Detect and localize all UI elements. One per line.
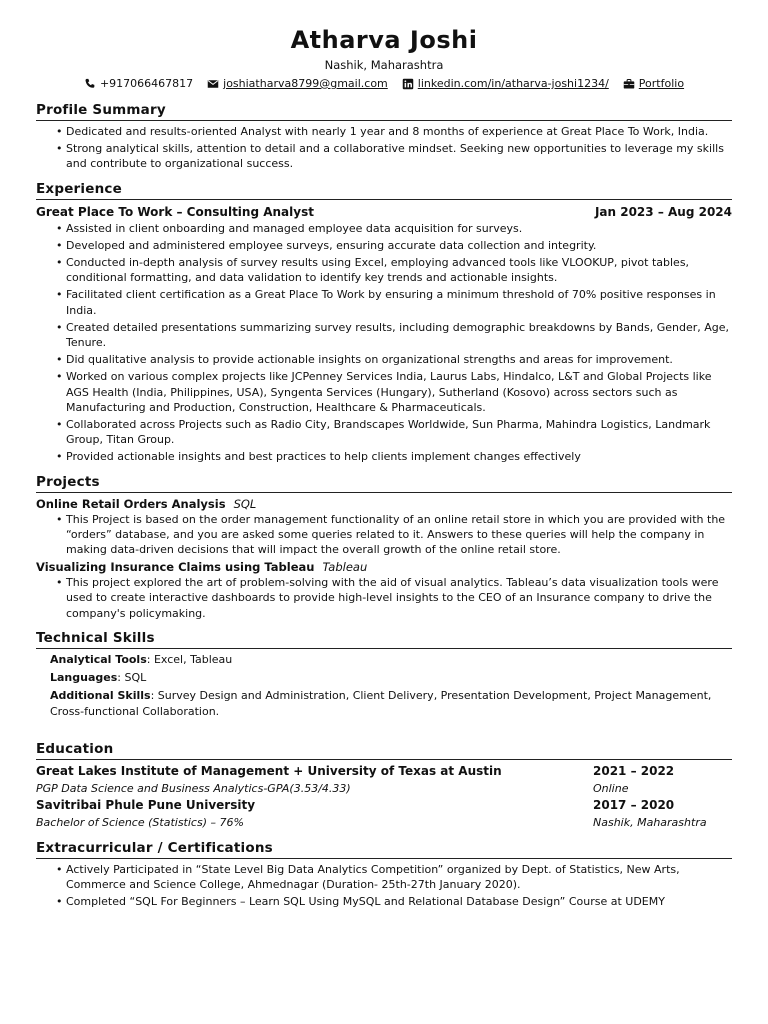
linkedin-link[interactable]: linkedin.com/in/atharva-joshi1234/ [417, 77, 609, 90]
phone-contact [84, 76, 193, 92]
phone-icon [84, 78, 96, 90]
profile-summary-section [36, 101, 732, 172]
experience-list [36, 221, 732, 465]
candidate-name: Atharva Joshi [290, 26, 478, 54]
job-title: Great Place To Work – Consulting Analyst [36, 204, 314, 219]
skill-label: Additional Skills [50, 688, 151, 702]
profile-summary-heading: Profile Summary [36, 101, 732, 121]
list-item: • This project explored the art of problem-solving with the aid of visual analytics. Tableau’s data visualization tools were used to create interactive dashboards to provide high-level insights to the CEO of an Insurance company to drive the company's policymaking. [52, 575, 732, 621]
list-item: • Collaborated across Projects such as Radio City, Brandscapes Worldwide, Sun Pharma, Mahindra Logistics, Landmark Group, Titan Group. [52, 417, 732, 447]
extracurricular-list [36, 862, 732, 910]
list-item: • Strong analytical skills, attention to detail and a collaborative mindset. Seeking new opportunities to leverage my skills and contribute to organizational success. [52, 141, 732, 171]
extracurricular-heading: Extracurricular / Certifications [36, 839, 732, 859]
project-list [36, 512, 732, 558]
portfolio-contact[interactable] [623, 76, 684, 92]
list-item: • Completed “SQL For Beginners – Learn SQL Using MySQL and Relational Database Design” Course at UDEMY [52, 894, 732, 909]
education-place: Nashik, Maharashtra [593, 815, 707, 829]
skill-label: Analytical Tools [50, 652, 147, 666]
degree-name: Bachelor of Science (Statistics) – 76% [36, 815, 244, 829]
list-item: • Facilitated client certification as a Great Place To Work by ensuring a minimum threshold of 70% positive responses in India. [52, 287, 732, 317]
list-item: • Provided actionable insights and best practices to help clients implement changes effectively [52, 449, 732, 464]
profile-summary-list [36, 124, 732, 172]
envelope-icon [207, 78, 219, 90]
education-entry [36, 763, 732, 780]
school-name: Savitribai Phule Pune University [36, 797, 256, 812]
education-years: 2017 – 2020 [593, 797, 675, 812]
education-detail [36, 814, 732, 831]
contact-bar [36, 76, 732, 92]
project-name: Visualizing Insurance Claims using Tableau [36, 560, 315, 575]
technical-skills-heading: Technical Skills [36, 629, 732, 649]
education-section [36, 740, 732, 831]
skill-value: : Excel, Tableau [146, 652, 233, 666]
education-place: Online [593, 781, 629, 795]
phone-number: +917066467817 [99, 77, 194, 90]
email-link[interactable]: joshiatharva8799@gmail.com [223, 77, 388, 90]
list-item: • Developed and administered employee surveys, ensuring accurate data collection and integrity. [52, 238, 732, 253]
project-title [36, 496, 732, 512]
candidate-location: Nashik, Maharashtra [324, 58, 444, 72]
education-years: 2021 – 2022 [593, 763, 675, 778]
projects-heading: Projects [36, 473, 732, 493]
skill-row [50, 688, 732, 720]
list-item: • Worked on various complex projects like JCPenney Services India, Laurus Labs, Hindalco, L&T and Global Projects like AGS Health (India, Philippines, USA), Syngenta Services (Hungary), Sutherland (Kosovo) across sectors such as Manufacturing and Production, Construction, Healthcare & Pharmaceuticals. [52, 369, 732, 415]
experience-heading: Experience [36, 180, 732, 200]
projects-section [36, 473, 732, 621]
education-heading: Education [36, 740, 732, 760]
list-item: • Assisted in client onboarding and managed employee data acquisition for surveys. [52, 221, 732, 236]
email-contact[interactable] [207, 76, 388, 92]
project-tool: SQL [233, 496, 257, 511]
experience-section [36, 180, 732, 465]
skill-label: Languages [50, 670, 118, 684]
resume-page [36, 24, 732, 911]
education-entry [36, 797, 732, 814]
education-detail [36, 780, 732, 797]
school-name: Great Lakes Institute of Management + University of Texas at Austin [36, 763, 502, 778]
job-header [36, 203, 732, 221]
project-title [36, 559, 732, 575]
list-item: • This Project is based on the order management functionality of an online retail store in which you are provided with the “orders” database, and you are asked some queries related to it. Answers to these queries will help the company in making data-driven decisions that will impact the overall growth of the online retail store. [52, 512, 732, 558]
job-dates: Jan 2023 – Aug 2024 [594, 204, 732, 219]
degree-name: PGP Data Science and Business Analytics-GPA(3.53/4.33) [36, 781, 351, 795]
project-list [36, 575, 732, 621]
skill-row [50, 652, 732, 668]
list-item: • Created detailed presentations summarizing survey results, including demographic breakdowns by Bands, Gender, Age, Tenure. [52, 320, 732, 350]
technical-skills-section [36, 629, 732, 720]
briefcase-icon [623, 78, 635, 90]
skill-row [50, 670, 732, 686]
project-tool: Tableau [322, 560, 368, 575]
list-item: • Actively Participated in “State Level Big Data Analytics Competition” organized by Dept. of Statistics, New Arts, Commerce and Science College, Ahmednagar (Duration- 25th-27th January 2020). [52, 862, 732, 892]
skill-value: : SQL [117, 670, 147, 684]
list-item: • Conducted in-depth analysis of survey results using Excel, employing advanced tools like VLOOKUP, pivot tables, conditional formatting, and data validation to identify key trends and actionable insights. [52, 255, 732, 285]
project-name: Online Retail Orders Analysis [36, 496, 226, 511]
skill-value: : Survey Design and Administration, Client Delivery, Presentation Development, Project Management, Cross-functional Collaboration. [50, 688, 712, 718]
list-item: • Dedicated and results-oriented Analyst with nearly 1 year and 8 months of experience at Great Place To Work, India. [52, 124, 732, 139]
portfolio-link[interactable]: Portfolio [638, 77, 685, 90]
skills-list [36, 652, 732, 720]
linkedin-contact[interactable] [402, 76, 609, 92]
extracurricular-section [36, 839, 732, 910]
list-item: • Did qualitative analysis to provide actionable insights on organizational strengths and areas for improvement. [52, 352, 732, 367]
linkedin-icon [402, 78, 414, 90]
